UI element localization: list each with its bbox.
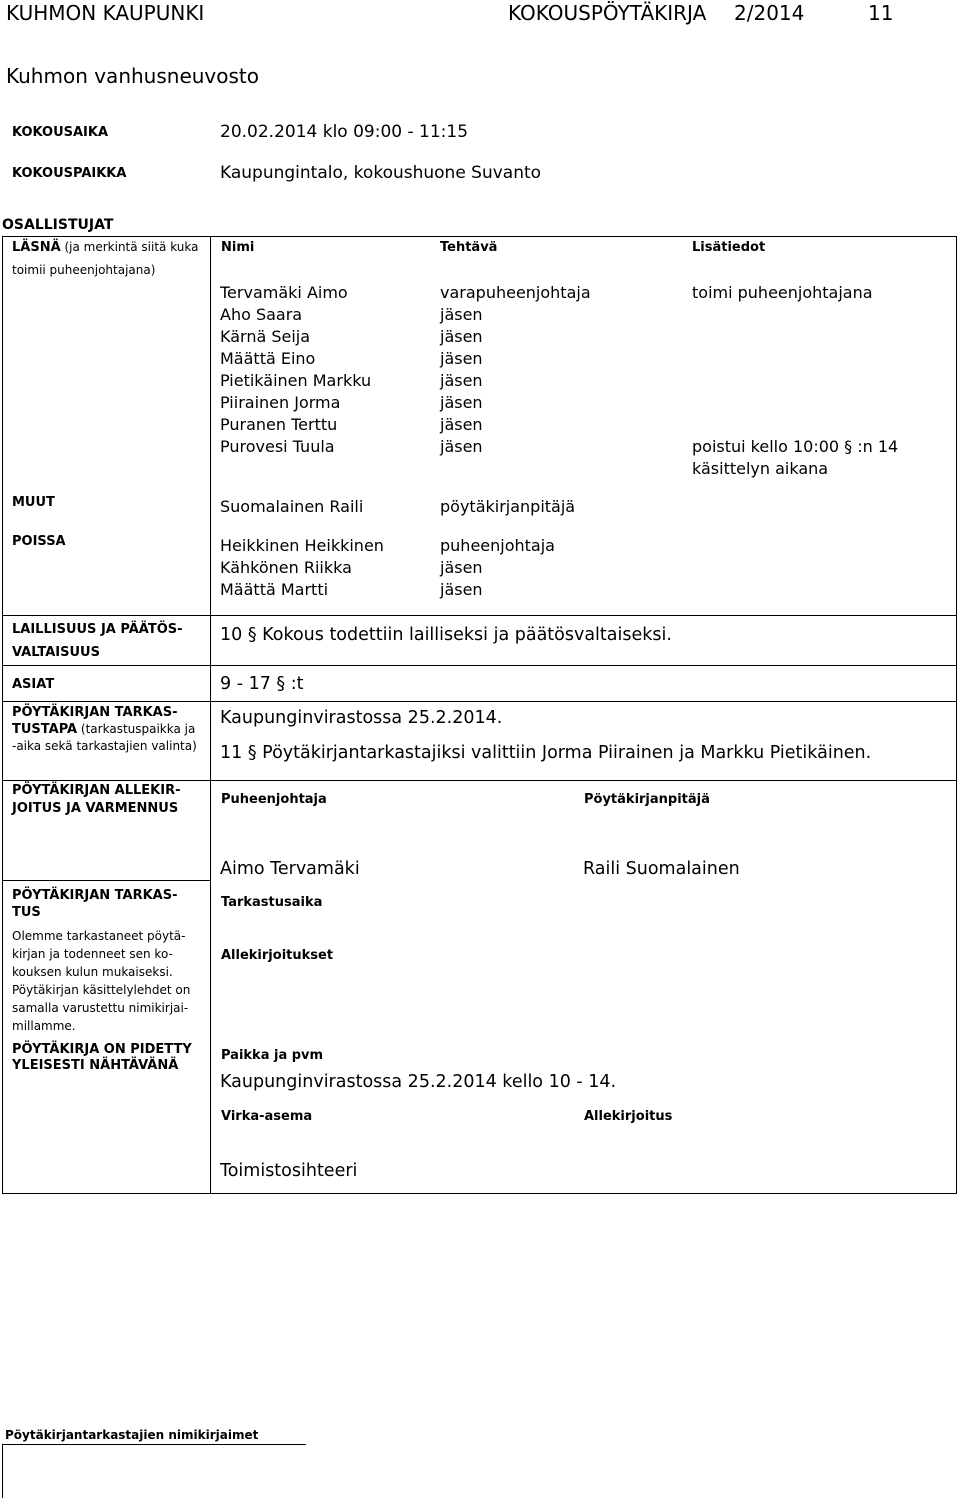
participant-name: Piirainen Jorma xyxy=(220,393,341,412)
participant-role: jäsen xyxy=(440,437,483,456)
inspection-text-line: millamme. xyxy=(12,1019,76,1033)
inspection-text-line: samalla varustettu nimikirjai- xyxy=(12,1001,189,1015)
participant-name: Purovesi Tuula xyxy=(220,437,335,456)
participant-role: jäsen xyxy=(440,349,483,368)
review-label-line2-rest: (tarkastuspaikka ja xyxy=(77,722,196,736)
chair-label: Puheenjohtaja xyxy=(221,792,327,807)
row-divider xyxy=(2,701,957,702)
public-label-line2: YLEISESTI NÄHTÄVÄNÄ xyxy=(12,1058,179,1073)
review-label-line1: PÖYTÄKIRJAN TARKAS- xyxy=(12,705,178,720)
table-bottom-border xyxy=(2,1193,957,1194)
document-number: 2/2014 xyxy=(734,1,805,25)
inspection-text-line: kouksen kulun mukaiseksi. xyxy=(12,965,173,979)
initials-box-top xyxy=(2,1444,306,1445)
last-info-line2: käsittelyn aikana xyxy=(692,459,829,478)
absent-name: Heikkinen Heikkinen xyxy=(220,536,384,555)
row-divider xyxy=(2,665,957,666)
review-time-label: Tarkastusaika xyxy=(221,895,323,910)
table-top-border xyxy=(2,236,957,237)
table-column-divider xyxy=(210,236,211,1194)
signatures-label-line2: JOITUS JA VARMENNUS xyxy=(12,801,179,816)
column-header-name: Nimi xyxy=(221,240,255,255)
column-header-info: Lisätiedot xyxy=(692,240,766,255)
participant-role: jäsen xyxy=(440,371,483,390)
participants-section-label: OSALLISTUJAT xyxy=(2,217,114,233)
matters-label: ASIAT xyxy=(12,677,55,692)
participant-info: poistui kello 10:00 § :n 14 xyxy=(692,437,899,456)
legality-value: 10 § Kokous todettiin lailliseksi ja päätösvaltaiseksi. xyxy=(220,625,672,645)
participant-role: varapuheenjohtaja xyxy=(440,283,591,302)
absent-role: jäsen xyxy=(440,558,483,577)
document-type: KOKOUSPÖYTÄKIRJA xyxy=(508,1,707,25)
signature-label: Allekirjoitus xyxy=(584,1109,673,1124)
inspection-label-line2: TUS xyxy=(12,905,41,920)
secretary-name: Raili Suomalainen xyxy=(583,859,740,879)
absent-name: Määttä Martti xyxy=(220,580,329,599)
body-name: Kuhmon vanhusneuvosto xyxy=(6,64,259,88)
review-label-line3: -aika sekä tarkastajien valinta) xyxy=(12,739,197,753)
participant-name: Puranen Terttu xyxy=(220,415,338,434)
present-label-line2: toimii puheenjohtajana) xyxy=(12,263,156,277)
city-name: KUHMON KAUPUNKI xyxy=(6,1,205,25)
absent-role: puheenjohtaja xyxy=(440,536,555,555)
review-place: Kaupunginvirastossa 25.2.2014. xyxy=(220,708,503,728)
others-name: Suomalainen Raili xyxy=(220,497,364,516)
participant-name: Pietikäinen Markku xyxy=(220,371,372,390)
participant-role: jäsen xyxy=(440,415,483,434)
present-label xyxy=(12,240,199,255)
absent-role: jäsen xyxy=(440,580,483,599)
initials-box-left xyxy=(2,1444,3,1498)
row-divider xyxy=(2,615,957,616)
column-header-role: Tehtävä xyxy=(440,240,498,255)
review-label-line2 xyxy=(12,722,195,737)
legality-label-line1: LAILLISUUS JA PÄÄTÖS- xyxy=(12,622,183,637)
position-label: Virka-asema xyxy=(221,1109,313,1124)
place-time-label: Paikka ja pvm xyxy=(221,1048,324,1063)
participant-name: Tervamäki Aimo xyxy=(220,283,348,302)
participant-name: Aho Saara xyxy=(220,305,303,324)
inspection-text-line: Pöytäkirjan käsittelylehdet on xyxy=(12,983,191,997)
inspection-text-line: kirjan ja todenneet sen ko- xyxy=(12,947,173,961)
review-selection: 11 § Pöytäkirjantarkastajiksi valittiin Jorma Piirainen ja Markku Pietikäinen. xyxy=(220,743,872,763)
participant-name: Kärnä Seija xyxy=(220,327,311,346)
absent-name: Kähkönen Riikka xyxy=(220,558,352,577)
meeting-time-value: 20.02.2014 klo 09:00 - 11:15 xyxy=(220,122,469,142)
participant-info: toimi puheenjohtajana xyxy=(692,283,873,302)
position-value: Toimistosihteeri xyxy=(220,1161,358,1181)
row-divider xyxy=(2,880,211,881)
secretary-label: Pöytäkirjanpitäjä xyxy=(584,792,710,807)
participant-role: jäsen xyxy=(440,305,483,324)
signatures-sub-label: Allekirjoitukset xyxy=(221,948,334,963)
absent-label: POISSA xyxy=(12,534,66,549)
meeting-time-label: KOKOUSAIKA xyxy=(12,125,109,140)
others-label: MUUT xyxy=(12,495,55,510)
present-label-bold: LÄSNÄ xyxy=(12,240,61,255)
initials-label: Pöytäkirjantarkastajien nimikirjaimet xyxy=(5,1428,259,1442)
table-left-border xyxy=(2,236,3,1194)
review-label-line2-bold: TUSTAPA xyxy=(12,722,78,737)
public-label-line1: PÖYTÄKIRJA ON PIDETTY xyxy=(12,1042,192,1057)
participant-name: Määttä Eino xyxy=(220,349,316,368)
place-time-value: Kaupunginvirastossa 25.2.2014 kello 10 - 14. xyxy=(220,1072,617,1092)
chair-name: Aimo Tervamäki xyxy=(220,859,360,879)
inspection-text-line: Olemme tarkastaneet pöytä- xyxy=(12,929,186,943)
signatures-label-line1: PÖYTÄKIRJAN ALLEKIR- xyxy=(12,783,181,798)
present-label-rest: (ja merkintä siitä kuka xyxy=(60,240,199,254)
participant-role: jäsen xyxy=(440,327,483,346)
others-role: pöytäkirjanpitäjä xyxy=(440,497,576,516)
matters-value: 9 - 17 § :t xyxy=(220,674,304,694)
page-number: 11 xyxy=(868,1,894,25)
row-divider xyxy=(2,780,957,781)
inspection-label-line1: PÖYTÄKIRJAN TARKAS- xyxy=(12,888,178,903)
legality-label-line2: VALTAISUUS xyxy=(12,645,100,660)
participant-role: jäsen xyxy=(440,393,483,412)
meeting-place-value: Kaupungintalo, kokoushuone Suvanto xyxy=(220,163,542,183)
table-right-border xyxy=(956,236,957,1194)
meeting-place-label: KOKOUSPAIKKA xyxy=(12,166,127,181)
